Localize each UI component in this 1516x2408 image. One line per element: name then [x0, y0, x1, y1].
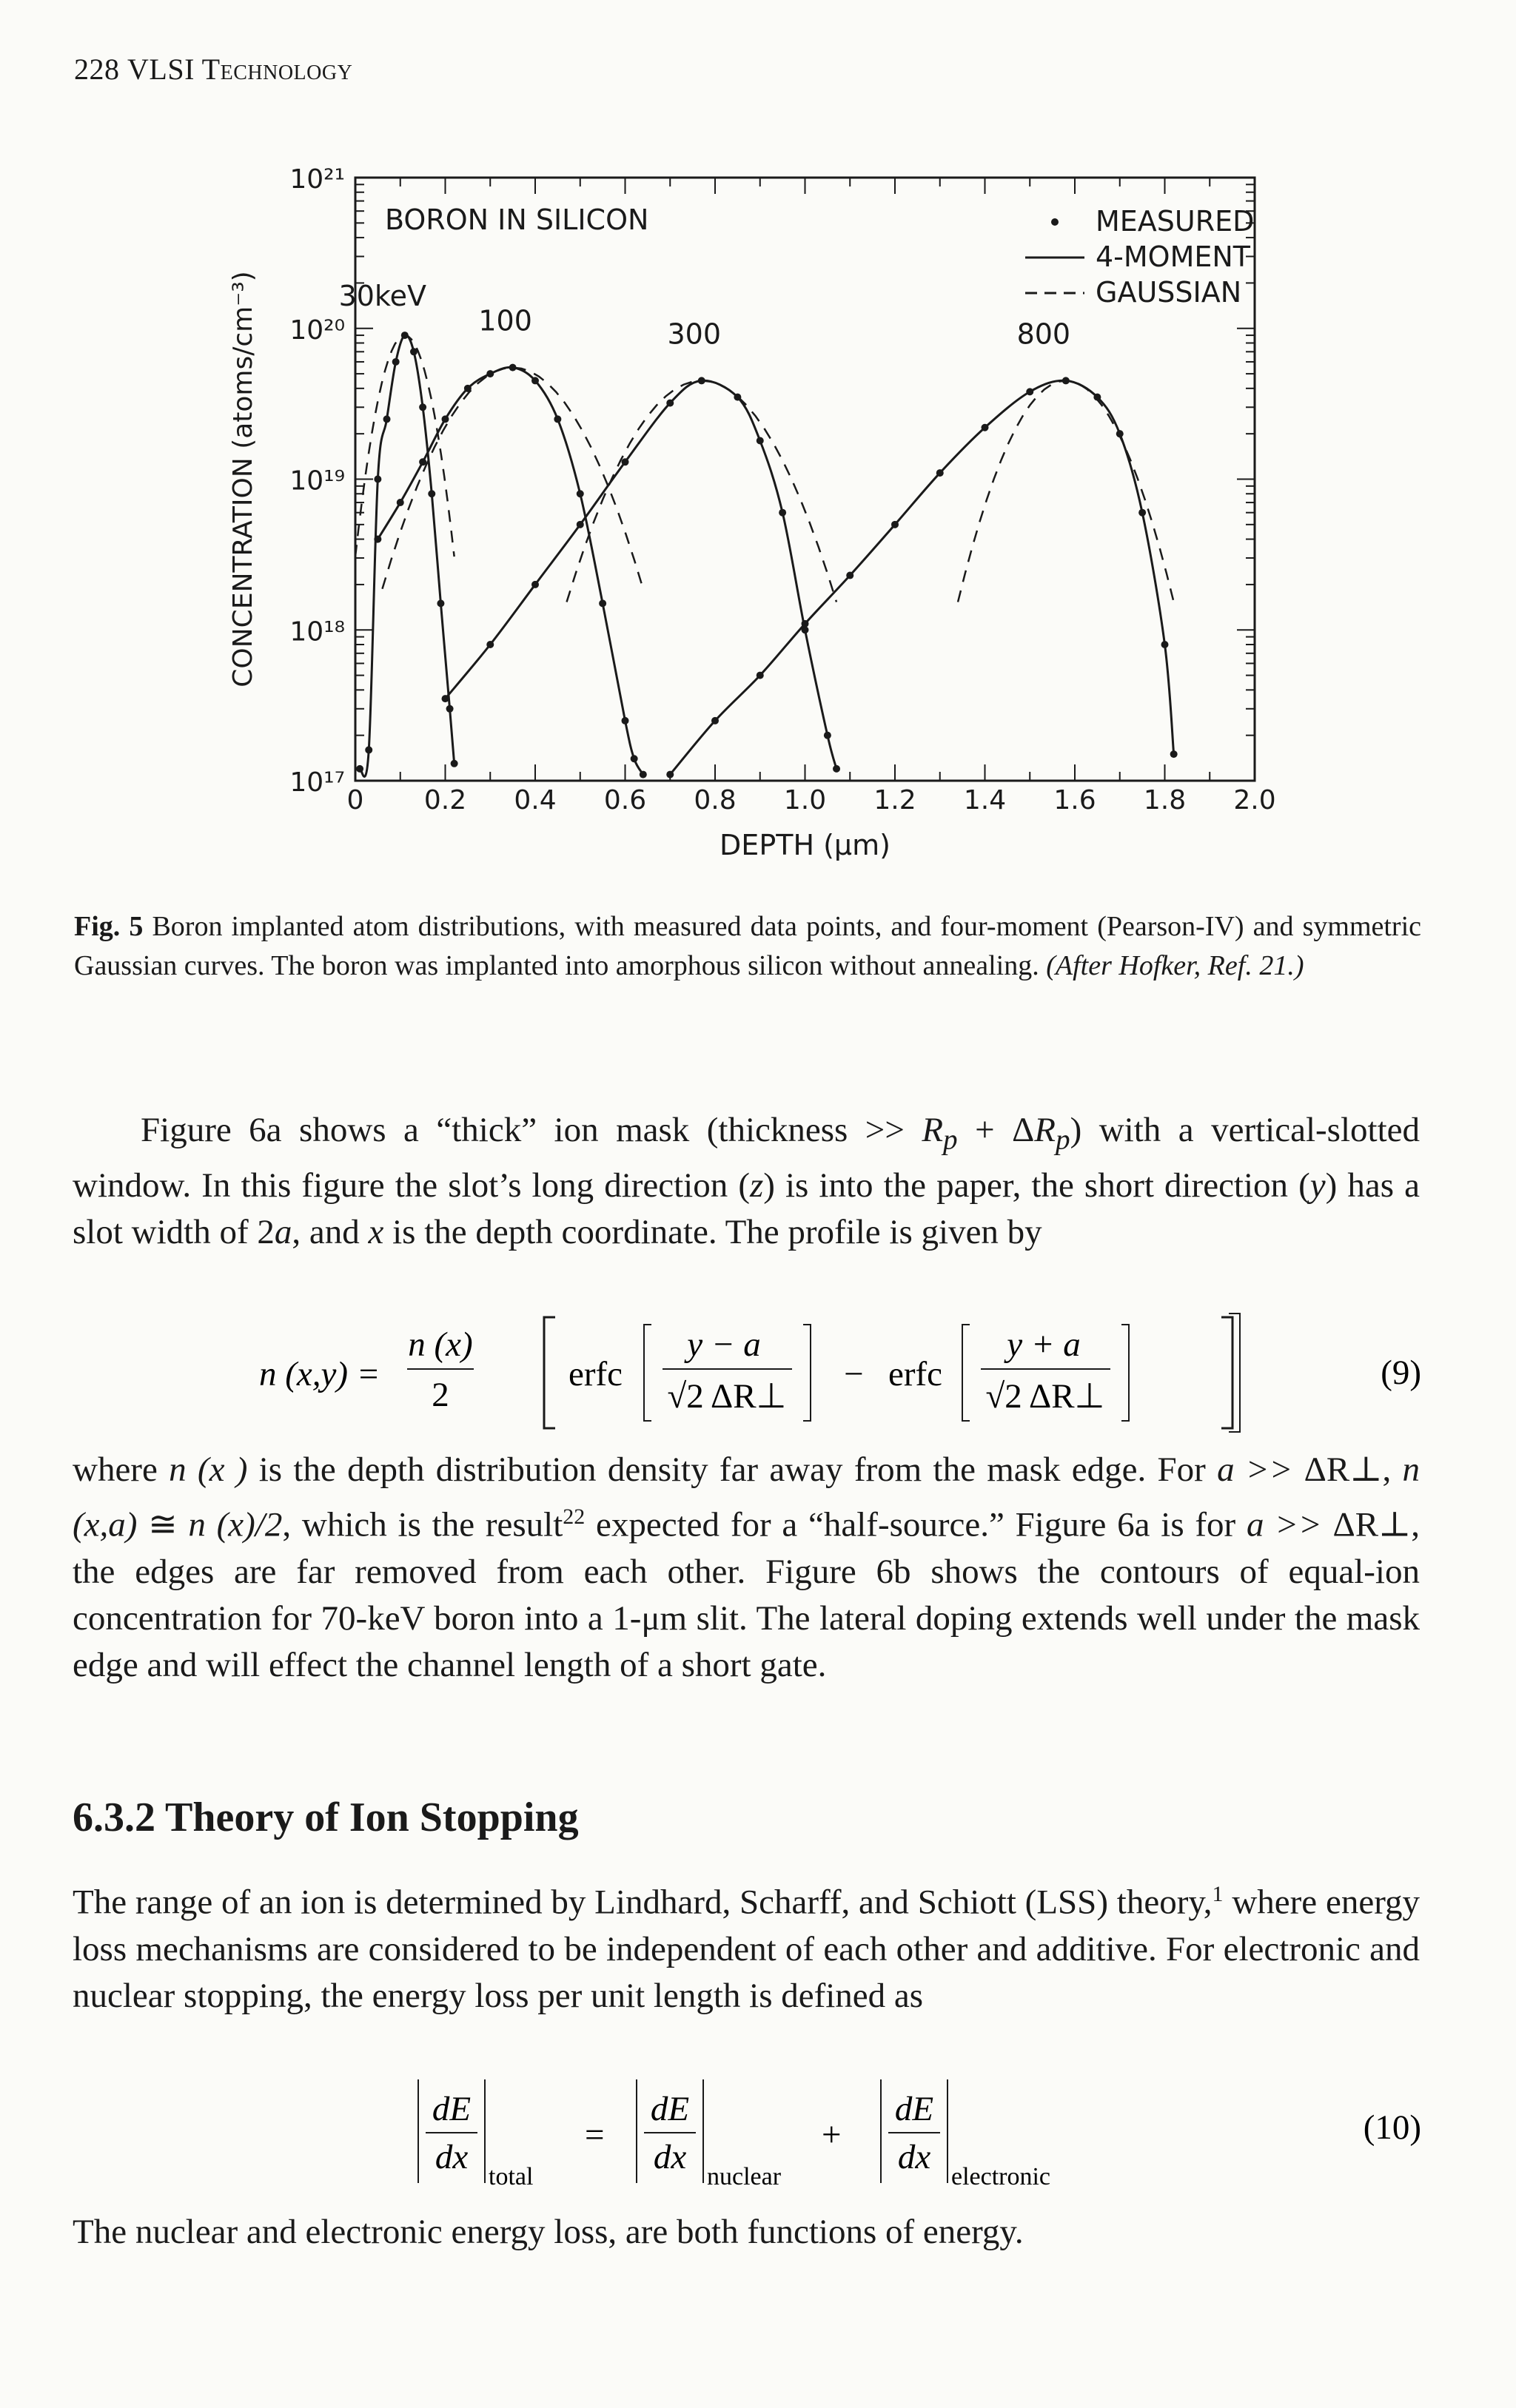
x-tick-label: 1.8 — [1143, 785, 1187, 815]
paragraph-energy-loss: The nuclear and electronic energy loss, are both functions of energy. — [73, 2213, 1024, 2251]
eq9-frac2-denominator: √2 ΔR⊥ — [985, 1377, 1105, 1416]
measured-point — [442, 695, 449, 702]
measured-point — [486, 370, 494, 377]
svg-text:dE: dE — [432, 2090, 472, 2128]
measured-point — [392, 358, 400, 366]
four-moment-curve-3 — [670, 380, 1173, 774]
x-tick-label: 1.0 — [783, 785, 827, 815]
legend-measured-marker — [1051, 218, 1059, 226]
svg-text:=: = — [585, 2116, 605, 2154]
measured-point — [437, 599, 444, 607]
measured-point — [401, 332, 409, 339]
measured-point — [374, 476, 381, 483]
measured-point — [410, 348, 417, 355]
caption-credit: (After Hofker, Ref. 21.) — [1046, 950, 1304, 981]
measured-point — [509, 364, 517, 371]
measured-point — [666, 400, 674, 407]
eq9-number: (9) — [1381, 1353, 1421, 1392]
gaussian-curve-3 — [958, 380, 1174, 602]
svg-text:dE: dE — [894, 2090, 934, 2128]
measured-point — [802, 620, 809, 628]
svg-text:dE: dE — [650, 2090, 690, 2128]
eq9-frac1-numerator: y − a — [687, 1325, 761, 1364]
measured-point — [577, 490, 584, 497]
measured-point — [1062, 377, 1070, 384]
x-tick-label: 0.2 — [423, 785, 467, 815]
measured-point — [419, 458, 426, 465]
measured-point — [554, 415, 561, 423]
measured-point — [824, 732, 831, 739]
caption-text: Boron implanted atom distributions, with measured data points, and four-moment (Pearson-IV) and symmetric Gaussian curves. The boron was implanted into amorphous silicon without annealing. — [74, 911, 1422, 981]
measured-point — [1138, 509, 1146, 517]
measured-point — [1170, 750, 1178, 758]
legend-title: BORON IN SILICON — [385, 204, 649, 236]
measured-point — [640, 771, 647, 778]
y-tick-label: 10¹⁸ — [289, 616, 345, 648]
measured-point — [442, 415, 449, 423]
measured-point — [734, 394, 741, 401]
measured-point — [1116, 430, 1124, 437]
eq9-lhs: n (x,y) = — [259, 1355, 380, 1393]
curve-label-2: 300 — [667, 317, 722, 351]
measured-point — [365, 746, 372, 753]
curve-label-1: 100 — [478, 304, 532, 337]
measured-point — [757, 672, 764, 679]
measured-point — [631, 755, 638, 762]
x-tick-label: 2.0 — [1233, 785, 1276, 815]
gaussian-curve-2 — [567, 380, 837, 602]
svg-text:dx: dx — [435, 2138, 469, 2176]
measured-point — [464, 385, 472, 392]
measured-point — [846, 572, 853, 579]
eq9-erfc-2: erfc — [888, 1355, 943, 1393]
x-tick-label: 0.4 — [514, 785, 557, 815]
x-tick-label: 1.2 — [873, 785, 916, 815]
measured-point — [397, 499, 404, 506]
section-heading: 6.3.2 Theory of Ion Stopping — [73, 1795, 579, 1840]
paragraph-lss-theory: The range of an ion is determined by Lindhard, Scharff, and Schiott (LSS) theory,$^1$ where energy loss mechanisms are considered to be independent of each other and additive. For electronic and nuclear stopping, the energy loss per unit length is defined as — [73, 1882, 1420, 2015]
paragraph-half-source: where n (x ) is the depth distribution density far away from the mask edge. For a >> ΔR⊥, n (x,a) ≅ n (x)/2, which is the result$^{22}$ expected for a “half-source.” Figure 6a is for a >> ΔR⊥, the edges are far removed from each other. Figure 6b shows the contours of equal-ion concentration for 70-keV boron into a 1-μm slit. The lateral doping extends well under the mask edge and will effect the channel length of a short gate. — [73, 1450, 1421, 1684]
measured-point — [891, 521, 899, 528]
curve-label-0: 30keV — [338, 280, 427, 313]
y-tick-label: 10¹⁷ — [289, 767, 345, 798]
svg-text:+: + — [822, 2116, 842, 2154]
legend-measured: MEASURED — [1096, 205, 1255, 238]
svg-text:(10): (10) — [1363, 2108, 1421, 2147]
running-header — [74, 52, 352, 87]
svg-text:nuclear: nuclear — [707, 2163, 782, 2190]
paragraph-figure-6a: Figure 6a shows a “thick” ion mask (thickness >> $R_p + \Delta R_p$) with a vertical-slotted window. In this figure the slot’s long direction (z) is into the paper, the short direction (y) has a slot width of 2a, and x is the depth coordinate. The profile is given by — [73, 1111, 1420, 1252]
eq9-frac2-numerator: y + a — [1007, 1325, 1081, 1364]
measured-point — [451, 760, 458, 767]
eq9-numerator: n (x) — [408, 1325, 473, 1364]
measured-point — [982, 424, 989, 431]
figure-caption — [74, 907, 1421, 986]
measured-point — [622, 458, 629, 465]
svg-text:dx: dx — [897, 2138, 931, 2176]
measured-point — [936, 469, 944, 477]
equation-9 — [259, 1302, 1421, 1436]
eq9-denominator: 2 — [432, 1376, 449, 1414]
caption-label: Fig. 5 — [74, 911, 144, 942]
four-moment-curve-0 — [360, 335, 455, 777]
measured-point — [419, 403, 426, 411]
measured-point — [1026, 388, 1033, 395]
measured-point — [486, 641, 494, 648]
legend-four-moment: 4-MOMENT — [1096, 241, 1251, 273]
measured-point — [698, 377, 705, 384]
measured-point — [1093, 394, 1101, 401]
x-tick-label: 0.8 — [694, 785, 737, 815]
equation-10 — [415, 2072, 1421, 2198]
measured-point — [428, 490, 435, 497]
measured-point — [622, 717, 629, 724]
legend-gaussian: GAUSSIAN — [1096, 276, 1242, 309]
measured-point — [599, 599, 606, 607]
measured-point — [374, 536, 381, 543]
four-moment-curve-1 — [378, 367, 643, 774]
measured-point — [383, 415, 391, 423]
curve-label-3: 800 — [1016, 317, 1071, 351]
svg-text:electronic: electronic — [951, 2163, 1051, 2190]
four-moment-curve-2 — [446, 380, 837, 769]
page-number: 228 — [74, 53, 120, 86]
svg-text:dx: dx — [653, 2138, 687, 2176]
measured-point — [711, 717, 719, 724]
eq9-frac1-denominator: √2 ΔR⊥ — [667, 1377, 787, 1416]
measured-point — [1161, 641, 1169, 648]
y-tick-label: 10²¹ — [289, 164, 345, 195]
measured-point — [779, 509, 786, 517]
measured-point — [577, 521, 584, 528]
measured-point — [666, 771, 674, 778]
measured-point — [833, 765, 840, 773]
eq9-minus: − — [844, 1355, 864, 1393]
measured-point — [531, 581, 539, 588]
y-axis-label: CONCENTRATION (atoms/cm⁻³) — [228, 271, 258, 687]
measured-point — [757, 437, 764, 444]
x-tick-label: 1.4 — [963, 785, 1007, 815]
x-axis-label: DEPTH (μm) — [720, 829, 891, 861]
x-tick-label: 0.6 — [603, 785, 647, 815]
measured-point — [446, 705, 454, 713]
svg-text:total: total — [489, 2163, 534, 2190]
eq9-erfc-1: erfc — [568, 1355, 623, 1393]
y-tick-label: 10¹⁹ — [289, 465, 345, 497]
measured-point — [531, 377, 539, 384]
x-tick-label: 0 — [346, 785, 364, 815]
gaussian-curve-0 — [355, 335, 455, 556]
x-tick-label: 1.6 — [1053, 785, 1096, 815]
measured-point — [356, 765, 363, 773]
book-title: VLSI Technology — [127, 53, 353, 86]
y-tick-label: 10²⁰ — [289, 315, 345, 346]
figure-5 — [222, 130, 1303, 877]
boron-profile-chart — [222, 130, 1303, 877]
